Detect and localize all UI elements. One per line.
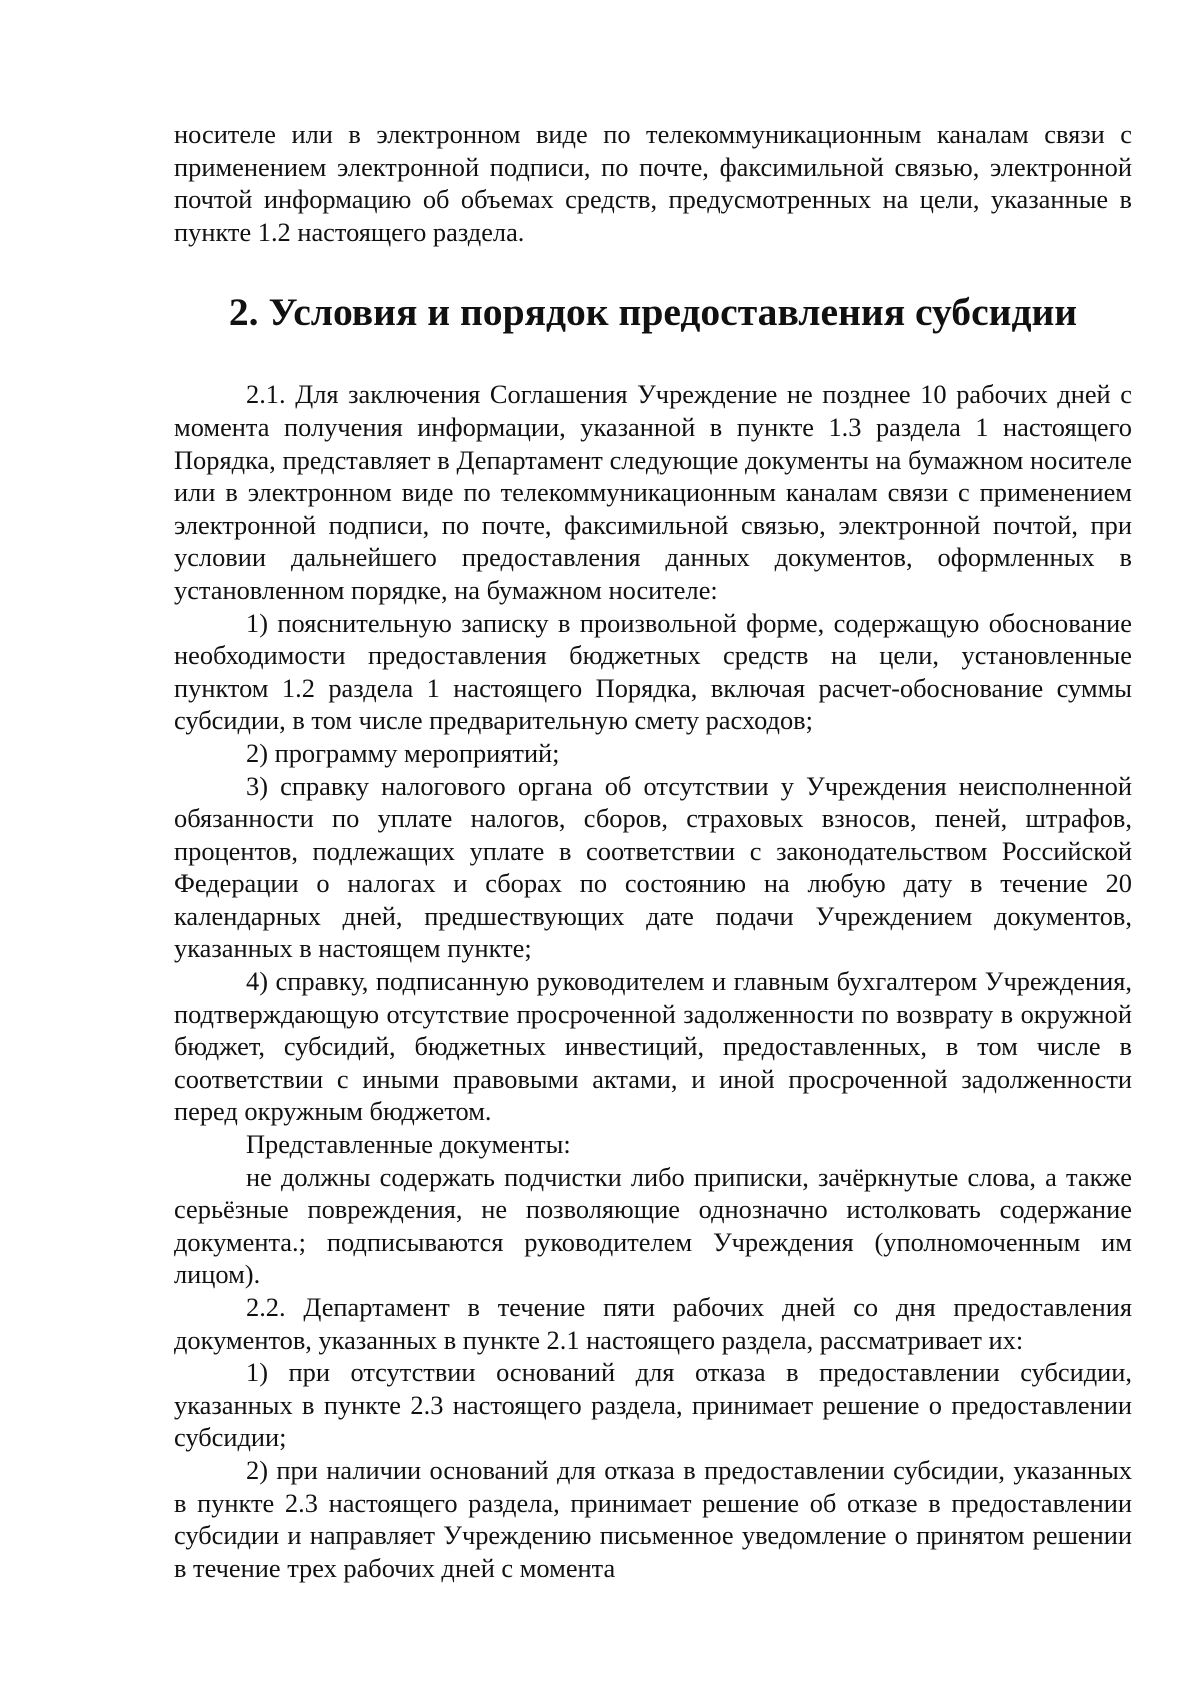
list-item-4: 4) справку, подписанную руководителем и главным бухгалтером Учреждения, подтверждающую отсутствие просроченной задолженности по возврату в окружной бюджет, субсидий, бюджетных инвестиций, предоставленных, в том числе в соответствии с иными правовыми актами, и иной просроченной задолженности перед окружным бюджетом.: [174, 966, 1132, 1127]
paragraph-2-1: 2.1. Для заключения Соглашения Учреждение не позднее 10 рабочих дней с момента получения информации, указанной в пункте 1.3 раздела 1 настоящего Порядка, представляет в Департамент следующие документы на бумажном носителе или в электронном виде по телекоммуникационным каналам связи с применением электронной подписи, по почте, факсимильной связью, электронной почтой, при условии дальнейшего предоставления данных документов, оформленных в установленном порядке, на бумажном носителе:: [174, 379, 1132, 605]
decision-item-2: 2) при наличии оснований для отказа в предоставлении субсидии, указанных в пункте 2.3 настоящего раздела, принимает решение об отказе в предоставлении субсидии и направляет Учреждению письменное уведомление о принятом решении в течение трех рабочих дней с момента: [174, 1454, 1132, 1583]
document-page: [174, 118, 1132, 1584]
list-item-1: 1) пояснительную записку в произвольной форме, содержащую обоснование необходимости предоставления бюджетных средств на цели, установленные пунктом 1.2 раздела 1 настоящего Порядка, включая расчет-обоснование суммы субсидии, в том числе предварительную смету расходов;: [174, 607, 1132, 736]
list-item-2: 2) программу мероприятий;: [246, 737, 560, 768]
documents-requirements: не должны содержать подчистки либо приписки, зачёркнутые слова, а также серьёзные повреждения, не позволяющие однозначно истолковать содержание документа.; подписываются руководителем Учреждения (уполномоченным им лицом).: [174, 1161, 1132, 1290]
documents-intro: Представленные документы:: [246, 1129, 571, 1160]
intro-paragraph: носителе или в электронном виде по телекоммуникационным каналам связи с применением электронной подписи, по почте, факсимильной связью, электронной почтой информацию об объемах средств, предусмотренных на цели, указанные в пункте 1.2 настоящего раздела.: [174, 119, 1132, 247]
decision-item-1: 1) при отсутствии оснований для отказа в предоставлении субсидии, указанных в пункте 2.3 настоящего раздела, принимает решение о предоставлении субсидии;: [174, 1357, 1132, 1453]
section-heading: 2. Условия и порядок предоставления субсидии: [228, 290, 1078, 335]
list-item-3: 3) справку налогового органа об отсутствии у Учреждения неисполненной обязанности по уплате налогов, сборов, страховых взносов, пеней, штрафов, процентов, подлежащих уплате в соответствии с законодательством Российской Федерации о налогах и сборах по состоянию на любую дату в течение 20 календарных дней, предшествующих дате подачи Учреждением документов, указанных в настоящем пункте;: [174, 770, 1132, 964]
paragraph-2-2: 2.2. Департамент в течение пяти рабочих дней со дня предоставления документов, указанных в пункте 2.1 настоящего раздела, рассматривает их:: [174, 1292, 1132, 1355]
